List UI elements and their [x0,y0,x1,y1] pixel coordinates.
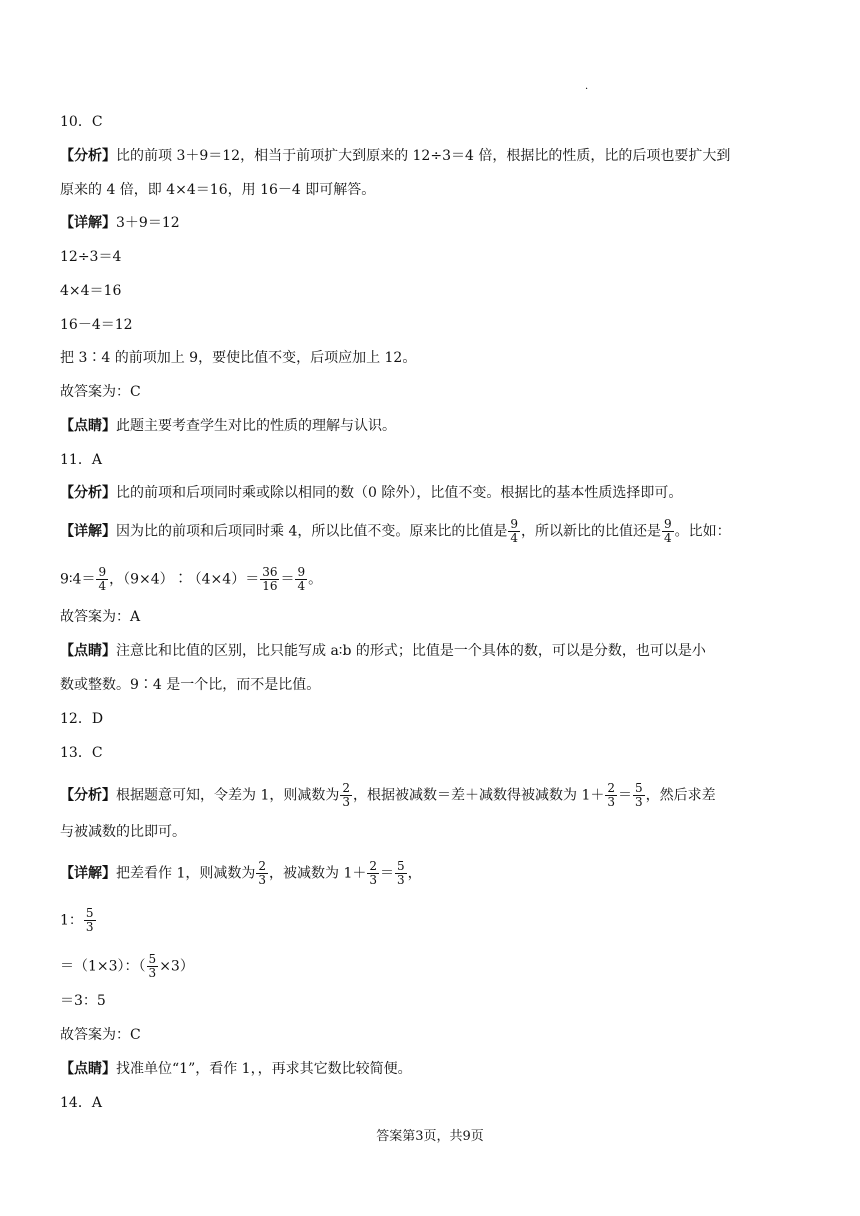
fraction-nine-fourths: $\frac{9}{4}$ [98,565,107,593]
q13-analysis: 【分析】根据题意可知，令差为 1，则减数为 $\frac{2}{3}$ ，根据被减数＝差＋减数得被减数为 1＋ $\frac{2}{3}$ ＝ $\frac{5}{3}$ ，然后求差 [60,781,716,809]
q11-detail-text-b: ，所以新比的比值还是 [521,523,661,540]
q10-analysis-text: 比的前项 3＋9＝12，相当于前项扩大到原来的 12÷3＝4 倍，根据比的性质，比的后项也要扩大到 [116,148,731,164]
q13-answer: 故答案为：C [60,1027,141,1043]
q11-example: 9∶4＝ $\frac{9}{4}$ ，（9×4）∶（4×4）＝ $\frac{36}{16}$ ＝ $\frac{9}{4}$ 。 [60,565,323,593]
remark-label: 【点睛】 [60,643,116,659]
fraction-five-thirds: $\frac{5}{3}$ [397,859,405,887]
fraction-two-thirds: $\frac{2}{3}$ [369,859,377,887]
q11-answer: 故答案为：A [60,609,141,625]
detail-label: 【详解】 [60,523,116,540]
detail-label: 【详解】 [60,865,116,882]
fraction-nine-fourths: $\frac{9}{4}$ [297,565,306,593]
fraction-two-thirds: $\frac{2}{3}$ [258,859,266,887]
q11-detail-text-c: 。比如： [674,523,731,540]
q13-step-1: 1： $\frac{5}{3}$ [60,906,94,934]
q10-detail-text: 3＋9＝12 [116,215,180,231]
q13-step-3: ＝3：5 [60,993,106,1009]
page-footer: 答案第3页，共9页 [376,1129,484,1144]
q11-remark-cont: 数或整数。9∶4 是一个比，而不是比值。 [60,677,321,693]
q10-step-1: 12÷3＝4 [60,249,122,265]
analysis-label: 【分析】 [60,485,116,501]
remark-label: 【点睛】 [60,1061,116,1077]
q10-remark-text: 此题主要考查学生对比的性质的理解与认识。 [116,418,396,434]
q14-number: 14．A [60,1095,102,1111]
analysis-label: 【分析】 [60,787,116,804]
fraction-five-thirds: $\frac{5}{3}$ [635,781,643,809]
q10-step-3: 16－4＝12 [60,317,133,333]
q13-number: 13．C [60,745,103,761]
q10-analysis-cont: 原来的 4 倍，即 4×4＝16，用 16－4 即可解答。 [60,182,376,198]
q13-step-2: ＝（1×3）：（ $\frac{5}{3}$ ×3） [60,952,194,980]
fraction-nine-fourths: $\frac{9}{4}$ [664,517,672,545]
q10-step-2: 4×4＝16 [60,283,122,299]
q10-remark [60,416,396,436]
q12-number: 12．D [60,711,104,727]
q10-answer: 故答案为：C [60,384,141,400]
header-mark: · [585,84,589,95]
q13-analysis-cont: 与被减数的比即可。 [60,824,186,840]
analysis-label: 【分析】 [60,148,116,164]
q10-conclusion: 把 3∶4 的前项加上 9，要使比值不变，后项应加上 12。 [60,350,417,366]
detail-label: 【详解】 [60,215,116,231]
q11-detail [60,518,731,545]
q13-detail: 【详解】把差看作 1，则减数为 $\frac{2}{3}$ ，被减数为 1＋ $\frac{2}{3}$ ＝ $\frac{5}{3}$ ， [60,859,422,887]
q11-remark-text: 注意比和比值的区别，比只能写成 a∶b 的形式；比值是一个具体的数，可以是分数，也可以是小 [116,643,706,659]
q13-remark [60,1059,412,1079]
q10-detail [60,213,180,233]
fraction-nine-fourths: $\frac{9}{4}$ [510,517,518,545]
fraction-thirtysix-sixteenths: $\frac{36}{16}$ [262,565,278,593]
q11-number: 11．A [60,452,102,468]
q10-analysis [60,146,730,166]
q11-remark [60,641,706,661]
fraction-two-thirds: $\frac{2}{3}$ [607,781,615,809]
q11-analysis [60,483,682,503]
fraction-five-thirds: $\frac{5}{3}$ [148,952,157,980]
q10-number: 10．C [60,114,103,130]
q13-remark-text: 找准单位“1”，看作 1，，再求其它数比较简便。 [116,1061,412,1077]
fraction-five-thirds: $\frac{5}{3}$ [85,906,94,934]
fraction-two-thirds: $\frac{2}{3}$ [342,781,350,809]
remark-label: 【点睛】 [60,418,116,434]
q11-detail-text-a: 因为比的前项和后项同时乘 4，所以比值不变。原来比的比值是 [116,523,508,540]
q11-analysis-text: 比的前项和后项同时乘或除以相同的数（0 除外），比值不变。根据比的基本性质选择即可。 [116,485,683,501]
